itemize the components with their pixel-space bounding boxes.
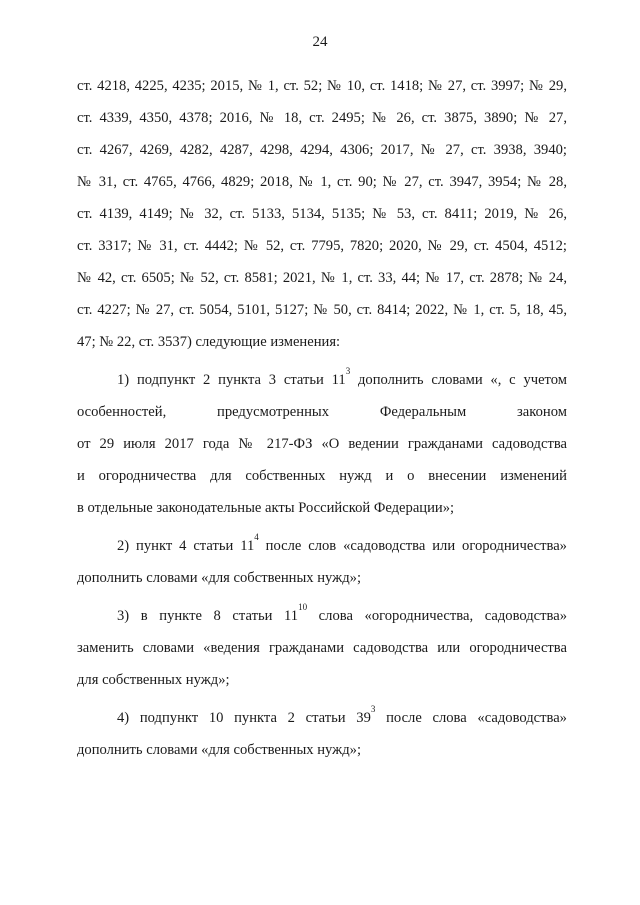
superscript: 3 (345, 366, 351, 377)
text-line: № 31, ст. 4765, 4766, 4829; 2018, № 1, ст. 90; № 27, ст. 3947, 3954; № 28, (77, 174, 567, 190)
text-line: дополнить словами «для собственных нужд»; (77, 570, 361, 586)
text-line: от 29 июля 2017 года № 217-ФЗ «О ведении гражданами садоводства (77, 436, 567, 452)
text-line: ст. 4218, 4225, 4235; 2015, № 1, ст. 52; № 10, ст. 1418; № 27, ст. 3997; № 29, (77, 78, 567, 94)
text-line: заменить словами «ведения гражданами садоводства или огородничества (77, 640, 567, 656)
text-line: ст. 4227; № 27, ст. 5054, 5101, 5127; № 50, ст. 8414; 2022, № 1, ст. 5, 18, 45, (77, 302, 567, 318)
text-line: ст. 4267, 4269, 4282, 4287, 4298, 4294, 4306; 2017, № 27, ст. 3938, 3940; (77, 142, 567, 158)
superscript: 4 (254, 532, 259, 543)
amendment-item-3 (77, 600, 567, 696)
superscript: 3 (370, 704, 376, 715)
intro-paragraph (77, 70, 567, 358)
text-line: 2) пункт 4 статьи $11^4$ после слов «садоводства или огородничества» (117, 532, 567, 554)
document-body (77, 70, 567, 766)
text-line: 47; № 22, ст. 3537) следующие изменения: (77, 334, 341, 350)
text-line: № 42, ст. 6505; № 52, ст. 8581; 2021, № 1, ст. 33, 44; № 17, ст. 2878; № 24, (77, 270, 567, 286)
text-line: и огородничества для собственных нужд и о внесении изменений (77, 468, 567, 484)
text-line: 3) в пункте 8 статьи $11^{10}$ слова «огородничества, садоводства» (117, 602, 567, 624)
text-line: ст. 4139, 4149; № 32, ст. 5133, 5134, 5135; № 53, ст. 8411; 2019, № 26, (77, 206, 567, 222)
page-number: 24 (312, 34, 328, 50)
text-line: особенностей, предусмотренных Федеральным законом (77, 404, 567, 420)
amendment-item-2 (77, 530, 567, 594)
amendment-item-4 (77, 702, 567, 766)
superscript: 10 (298, 602, 308, 613)
text-line: 1) подпункт 2 пункта 3 статьи $11^3$ дополнить словами «, с учетом (117, 366, 567, 388)
text-line: для собственных нужд»; (77, 672, 230, 688)
text-line: дополнить словами «для собственных нужд»; (77, 742, 361, 758)
text-line: 4) подпункт 10 пункта 2 статьи $39^3$ после слова «садоводства» (117, 704, 567, 726)
text-line: в отдельные законодательные акты Российской Федерации»; (77, 500, 455, 516)
text-line: ст. 4339, 4350, 4378; 2016, № 18, ст. 2495; № 26, ст. 3875, 3890; № 27, (77, 110, 567, 126)
amendment-item-1 (77, 364, 567, 524)
text-line: ст. 3317; № 31, ст. 4442; № 52, ст. 7795, 7820; 2020, № 29, ст. 4504, 4512; (77, 238, 567, 254)
